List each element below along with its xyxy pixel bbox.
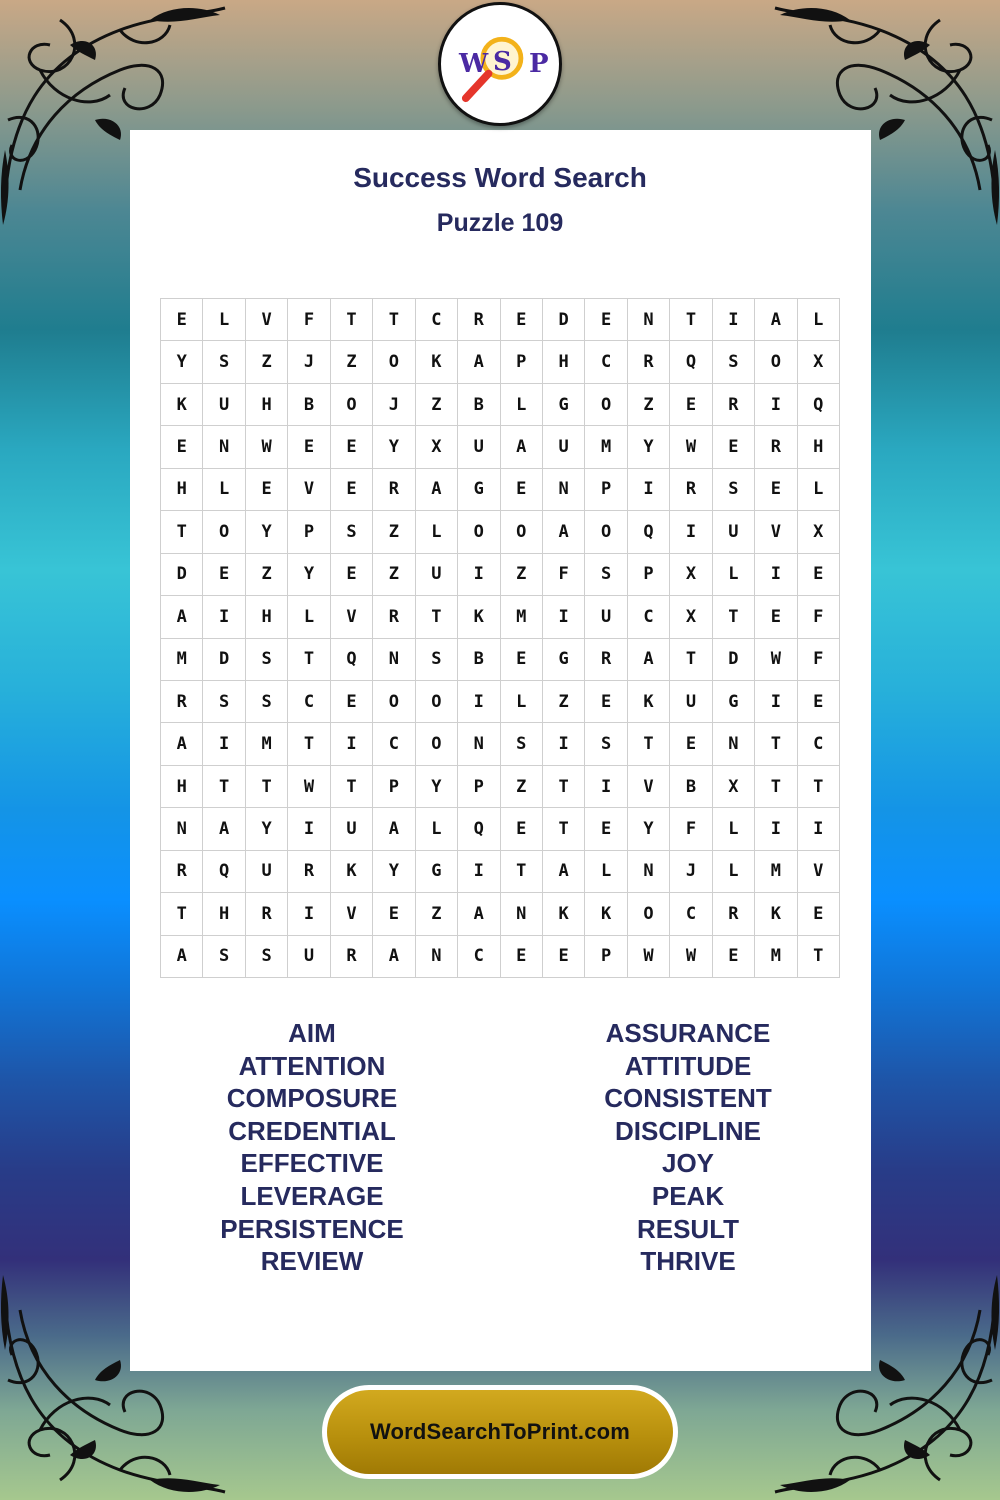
grid-cell: N: [373, 639, 415, 681]
grid-cell: S: [203, 681, 245, 723]
grid-cell: R: [755, 426, 797, 468]
grid-cell: W: [288, 766, 330, 808]
grid-cell: D: [543, 299, 585, 341]
grid-cell: E: [798, 893, 840, 935]
grid-cell: C: [458, 936, 500, 978]
grid-cell: I: [755, 384, 797, 426]
grid-cell: T: [670, 639, 712, 681]
grid-cell: S: [713, 341, 755, 383]
grid-cell: Z: [416, 384, 458, 426]
grid-cell: P: [288, 511, 330, 553]
grid-cell: U: [585, 596, 627, 638]
grid-cell: P: [585, 469, 627, 511]
logo-letter-s: S: [493, 47, 512, 77]
word-item: ATTENTION: [238, 1050, 386, 1081]
word-item: PERSISTENCE: [220, 1213, 404, 1244]
grid-cell: F: [288, 299, 330, 341]
grid-cell: T: [246, 766, 288, 808]
grid-cell: N: [501, 893, 543, 935]
grid-cell: V: [246, 299, 288, 341]
grid-cell: M: [246, 723, 288, 765]
grid-cell: V: [628, 766, 670, 808]
grid-cell: S: [203, 936, 245, 978]
grid-cell: I: [543, 723, 585, 765]
grid-cell: U: [713, 511, 755, 553]
word-item: ATTITUDE: [624, 1050, 752, 1081]
grid-cell: R: [161, 681, 203, 723]
word-list-left: [132, 1017, 492, 1278]
puzzle-number: Puzzle 109: [436, 209, 564, 237]
grid-cell: O: [755, 341, 797, 383]
website-button[interactable]: [322, 1385, 678, 1479]
grid-cell: R: [161, 851, 203, 893]
word-item: PEAK: [651, 1180, 725, 1211]
grid-cell: K: [755, 893, 797, 935]
grid-cell: P: [373, 766, 415, 808]
grid-cell: N: [416, 936, 458, 978]
grid-cell: X: [798, 511, 840, 553]
grid-cell: U: [331, 808, 373, 850]
grid-cell: T: [373, 299, 415, 341]
grid-cell: E: [161, 426, 203, 468]
grid-cell: Z: [331, 341, 373, 383]
grid-cell: R: [246, 893, 288, 935]
grid-cell: A: [543, 851, 585, 893]
grid-cell: N: [628, 299, 670, 341]
grid-cell: B: [458, 639, 500, 681]
grid-cell: X: [798, 341, 840, 383]
grid-cell: L: [798, 469, 840, 511]
grid-cell: E: [501, 299, 543, 341]
grid-cell: S: [585, 723, 627, 765]
grid-cell: I: [203, 723, 245, 765]
grid-cell: Z: [416, 893, 458, 935]
grid-cell: T: [755, 723, 797, 765]
grid-cell: E: [713, 936, 755, 978]
grid-cell: T: [798, 936, 840, 978]
grid-cell: H: [246, 384, 288, 426]
grid-cell: Y: [161, 341, 203, 383]
grid-cell: L: [713, 851, 755, 893]
grid-cell: C: [585, 341, 627, 383]
grid-cell: E: [798, 554, 840, 596]
grid-cell: Q: [628, 511, 670, 553]
grid-cell: N: [161, 808, 203, 850]
grid-cell: M: [501, 596, 543, 638]
grid-cell: H: [203, 893, 245, 935]
grid-cell: Z: [373, 554, 415, 596]
grid-cell: I: [458, 554, 500, 596]
grid-cell: Z: [501, 766, 543, 808]
grid-cell: I: [798, 808, 840, 850]
grid-cell: M: [161, 639, 203, 681]
grid-cell: X: [670, 596, 712, 638]
word-item: JOY: [661, 1148, 715, 1179]
grid-cell: R: [670, 469, 712, 511]
grid-cell: G: [713, 681, 755, 723]
grid-cell: I: [331, 723, 373, 765]
grid-cell: G: [416, 851, 458, 893]
grid-cell: L: [288, 596, 330, 638]
grid-cell: E: [713, 426, 755, 468]
grid-cell: C: [628, 596, 670, 638]
grid-cell: Q: [798, 384, 840, 426]
grid-cell: T: [416, 596, 458, 638]
grid-cell: A: [161, 936, 203, 978]
word-item: CREDENTIAL: [228, 1115, 396, 1146]
grid-cell: Q: [670, 341, 712, 383]
grid-cell: Z: [628, 384, 670, 426]
grid-cell: O: [203, 511, 245, 553]
grid-cell: A: [543, 511, 585, 553]
grid-cell: Q: [331, 639, 373, 681]
grid-cell: W: [755, 639, 797, 681]
grid-cell: E: [755, 469, 797, 511]
grid-cell: V: [331, 596, 373, 638]
grid-cell: D: [161, 554, 203, 596]
grid-cell: Z: [373, 511, 415, 553]
grid-cell: C: [288, 681, 330, 723]
grid-cell: C: [798, 723, 840, 765]
grid-cell: E: [585, 808, 627, 850]
grid-cell: Q: [458, 808, 500, 850]
grid-cell: K: [458, 596, 500, 638]
grid-cell: S: [713, 469, 755, 511]
grid-cell: Z: [246, 554, 288, 596]
grid-cell: T: [713, 596, 755, 638]
grid-cell: T: [628, 723, 670, 765]
grid-cell: N: [628, 851, 670, 893]
grid-cell: R: [373, 469, 415, 511]
grid-cell: E: [161, 299, 203, 341]
grid-cell: U: [288, 936, 330, 978]
grid-cell: M: [755, 851, 797, 893]
grid-cell: D: [203, 639, 245, 681]
grid-cell: I: [755, 681, 797, 723]
grid-cell: L: [713, 808, 755, 850]
grid-cell: B: [288, 384, 330, 426]
grid-cell: U: [246, 851, 288, 893]
grid-cell: J: [288, 341, 330, 383]
grid-cell: I: [755, 554, 797, 596]
grid-cell: G: [458, 469, 500, 511]
word-item: THRIVE: [640, 1246, 736, 1277]
grid-cell: A: [161, 723, 203, 765]
grid-cell: S: [246, 639, 288, 681]
grid-cell: S: [585, 554, 627, 596]
grid-cell: A: [755, 299, 797, 341]
grid-cell: I: [543, 596, 585, 638]
grid-cell: F: [543, 554, 585, 596]
grid-cell: C: [416, 299, 458, 341]
grid-cell: U: [670, 681, 712, 723]
grid-cell: L: [501, 384, 543, 426]
grid-cell: E: [501, 469, 543, 511]
grid-cell: I: [755, 808, 797, 850]
grid-cell: T: [161, 893, 203, 935]
grid-cell: A: [628, 639, 670, 681]
grid-cell: U: [543, 426, 585, 468]
grid-cell: K: [543, 893, 585, 935]
grid-cell: A: [373, 936, 415, 978]
grid-cell: A: [203, 808, 245, 850]
grid-cell: A: [373, 808, 415, 850]
grid-cell: S: [501, 723, 543, 765]
grid-cell: K: [628, 681, 670, 723]
grid-cell: E: [755, 596, 797, 638]
grid-cell: A: [416, 469, 458, 511]
grid-cell: R: [713, 384, 755, 426]
grid-cell: D: [713, 639, 755, 681]
grid-cell: S: [331, 511, 373, 553]
word-item: CONSISTENT: [604, 1083, 772, 1114]
grid-cell: V: [798, 851, 840, 893]
grid-cell: V: [755, 511, 797, 553]
grid-cell: W: [246, 426, 288, 468]
grid-cell: I: [203, 596, 245, 638]
wsp-logo: [438, 2, 562, 126]
grid-cell: E: [501, 808, 543, 850]
grid-cell: Y: [628, 426, 670, 468]
grid-cell: E: [331, 426, 373, 468]
grid-cell: G: [543, 384, 585, 426]
grid-cell: T: [755, 766, 797, 808]
grid-cell: E: [501, 936, 543, 978]
word-item: LEVERAGE: [240, 1180, 384, 1211]
grid-cell: E: [585, 299, 627, 341]
grid-cell: Y: [246, 808, 288, 850]
grid-cell: P: [585, 936, 627, 978]
grid-cell: U: [416, 554, 458, 596]
grid-cell: K: [416, 341, 458, 383]
grid-cell: O: [585, 511, 627, 553]
grid-cell: N: [203, 426, 245, 468]
grid-cell: I: [670, 511, 712, 553]
grid-cell: Q: [203, 851, 245, 893]
word-item: REVIEW: [260, 1246, 364, 1277]
grid-cell: O: [585, 384, 627, 426]
grid-cell: W: [670, 426, 712, 468]
grid-cell: O: [416, 723, 458, 765]
grid-cell: I: [288, 893, 330, 935]
grid-cell: Z: [543, 681, 585, 723]
grid-cell: O: [373, 341, 415, 383]
grid-cell: T: [501, 851, 543, 893]
grid-cell: Y: [373, 851, 415, 893]
grid-cell: T: [288, 723, 330, 765]
grid-cell: S: [246, 681, 288, 723]
grid-cell: L: [713, 554, 755, 596]
grid-cell: H: [246, 596, 288, 638]
grid-cell: T: [288, 639, 330, 681]
grid-cell: R: [585, 639, 627, 681]
grid-cell: O: [331, 384, 373, 426]
grid-cell: C: [670, 893, 712, 935]
grid-cell: T: [543, 766, 585, 808]
grid-cell: A: [458, 341, 500, 383]
grid-cell: F: [670, 808, 712, 850]
grid-cell: O: [501, 511, 543, 553]
grid-cell: X: [670, 554, 712, 596]
grid-cell: L: [203, 299, 245, 341]
grid-cell: L: [203, 469, 245, 511]
grid-cell: E: [331, 554, 373, 596]
word-item: COMPOSURE: [226, 1083, 398, 1114]
grid-cell: C: [373, 723, 415, 765]
grid-cell: Y: [628, 808, 670, 850]
grid-cell: A: [501, 426, 543, 468]
grid-cell: Y: [416, 766, 458, 808]
grid-cell: R: [458, 299, 500, 341]
grid-cell: T: [161, 511, 203, 553]
grid-cell: B: [670, 766, 712, 808]
grid-cell: K: [161, 384, 203, 426]
grid-cell: T: [543, 808, 585, 850]
grid-cell: E: [670, 723, 712, 765]
grid-cell: A: [161, 596, 203, 638]
grid-cell: N: [543, 469, 585, 511]
grid-cell: K: [331, 851, 373, 893]
grid-cell: N: [458, 723, 500, 765]
grid-cell: J: [373, 384, 415, 426]
grid-cell: I: [288, 808, 330, 850]
grid-cell: F: [798, 596, 840, 638]
grid-cell: I: [628, 469, 670, 511]
letter-grid: [160, 298, 840, 978]
word-item: DISCIPLINE: [615, 1115, 761, 1146]
grid-cell: Z: [246, 341, 288, 383]
grid-cell: I: [713, 299, 755, 341]
grid-cell: T: [203, 766, 245, 808]
grid-cell: T: [798, 766, 840, 808]
grid-cell: X: [713, 766, 755, 808]
grid-cell: R: [628, 341, 670, 383]
word-list-right: [508, 1017, 868, 1278]
grid-cell: R: [331, 936, 373, 978]
grid-cell: R: [288, 851, 330, 893]
grid-cell: O: [628, 893, 670, 935]
grid-cell: Y: [246, 511, 288, 553]
grid-cell: R: [713, 893, 755, 935]
grid-cell: L: [798, 299, 840, 341]
grid-cell: H: [798, 426, 840, 468]
website-link[interactable]: WordSearchToPrint.com: [327, 1390, 673, 1474]
grid-cell: J: [670, 851, 712, 893]
grid-cell: E: [331, 681, 373, 723]
grid-cell: E: [670, 384, 712, 426]
grid-cell: E: [288, 426, 330, 468]
grid-cell: E: [543, 936, 585, 978]
grid-cell: E: [585, 681, 627, 723]
grid-cell: S: [246, 936, 288, 978]
grid-cell: V: [331, 893, 373, 935]
grid-cell: B: [458, 384, 500, 426]
grid-cell: L: [416, 808, 458, 850]
grid-cell: A: [458, 893, 500, 935]
grid-cell: I: [585, 766, 627, 808]
grid-cell: O: [416, 681, 458, 723]
word-item: AIM: [288, 1018, 336, 1048]
grid-cell: F: [798, 639, 840, 681]
grid-cell: H: [161, 766, 203, 808]
grid-cell: Y: [288, 554, 330, 596]
grid-cell: T: [331, 766, 373, 808]
grid-cell: E: [373, 893, 415, 935]
grid-cell: W: [670, 936, 712, 978]
grid-cell: P: [628, 554, 670, 596]
grid-cell: I: [458, 851, 500, 893]
grid-cell: L: [585, 851, 627, 893]
grid-cell: S: [416, 639, 458, 681]
grid-cell: R: [373, 596, 415, 638]
grid-cell: L: [416, 511, 458, 553]
grid-cell: T: [331, 299, 373, 341]
grid-cell: U: [203, 384, 245, 426]
grid-cell: P: [458, 766, 500, 808]
grid-cell: O: [373, 681, 415, 723]
grid-cell: S: [203, 341, 245, 383]
grid-cell: M: [585, 426, 627, 468]
grid-cell: P: [501, 341, 543, 383]
grid-cell: E: [246, 469, 288, 511]
logo-letter-p: P: [529, 49, 549, 79]
grid-cell: M: [755, 936, 797, 978]
grid-cell: O: [458, 511, 500, 553]
grid-cell: K: [585, 893, 627, 935]
grid-cell: E: [203, 554, 245, 596]
grid-cell: X: [416, 426, 458, 468]
puzzle-title: Success Word Search: [353, 162, 647, 193]
grid-cell: E: [331, 469, 373, 511]
grid-cell: U: [458, 426, 500, 468]
word-item: RESULT: [636, 1213, 740, 1244]
grid-cell: W: [628, 936, 670, 978]
grid-cell: E: [501, 639, 543, 681]
grid-cell: H: [161, 469, 203, 511]
grid-cell: T: [670, 299, 712, 341]
word-item: ASSURANCE: [605, 1018, 771, 1048]
grid-cell: G: [543, 639, 585, 681]
grid-cell: I: [458, 681, 500, 723]
word-item: EFFECTIVE: [240, 1148, 384, 1179]
grid-cell: E: [798, 681, 840, 723]
grid-cell: L: [501, 681, 543, 723]
logo-letter-w: W: [459, 49, 489, 79]
grid-cell: Z: [501, 554, 543, 596]
grid-cell: N: [713, 723, 755, 765]
grid-cell: Y: [373, 426, 415, 468]
grid-cell: V: [288, 469, 330, 511]
grid-cell: H: [543, 341, 585, 383]
